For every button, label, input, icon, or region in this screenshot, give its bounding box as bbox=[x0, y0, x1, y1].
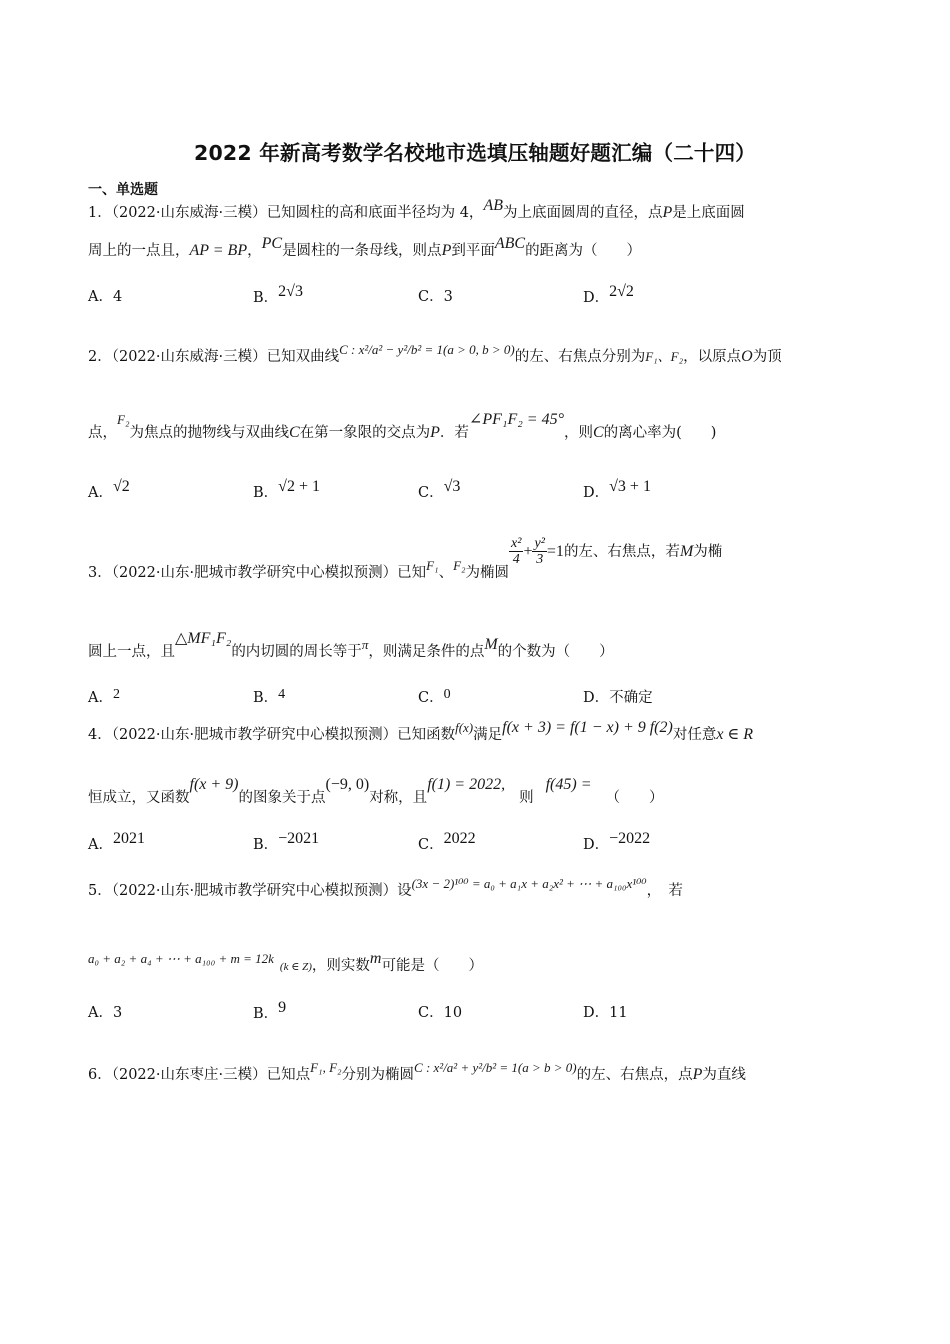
q2-math-c2: C bbox=[592, 424, 604, 441]
q4-option-b-value: −2021 bbox=[278, 830, 320, 847]
q5-option-c: C．10 bbox=[418, 1005, 463, 1021]
q4-text: 4．（2022·山东·肥城市教学研究中心模拟预测）已知函数 bbox=[88, 727, 456, 743]
q3-text: 圆上一点，且 bbox=[88, 644, 175, 660]
q2-option-d-value: √3 + 1 bbox=[609, 478, 651, 495]
q4-math-f1: f(1) = 2022, bbox=[427, 776, 506, 793]
q3-text: 的内切圆的周长等于 bbox=[231, 644, 362, 660]
q3-math-m2: M bbox=[484, 636, 498, 653]
q2-text: 为焦点的抛物线与双曲线 bbox=[129, 425, 289, 441]
option-label: C． bbox=[418, 837, 444, 853]
q4-option-b bbox=[253, 830, 320, 853]
q3-text: 为椭 bbox=[693, 543, 723, 560]
q1-text: 是圆柱的一条母线，则点 bbox=[282, 243, 442, 259]
q2-math-o: O bbox=[741, 348, 753, 365]
q2-text: ．若 bbox=[439, 425, 469, 441]
q1-math-p: P bbox=[662, 204, 673, 221]
q2-option-c-value: √3 bbox=[443, 478, 461, 495]
q3-text: 的左、右焦点，若 bbox=[563, 543, 680, 560]
q4-text: 满足 bbox=[473, 727, 503, 743]
question-3-line-1 bbox=[88, 536, 723, 581]
q2-text: 在第一象限的交点为 bbox=[299, 425, 431, 441]
section-heading: 一、单选题 bbox=[88, 182, 158, 198]
option-label: A． bbox=[88, 837, 113, 853]
q1-option-c: C．3 bbox=[418, 289, 453, 305]
q3-math-f1: F₁ bbox=[426, 557, 439, 573]
q2-text: 点， bbox=[88, 425, 117, 441]
q4-math-fx: f(x) bbox=[455, 720, 474, 735]
q2-math-hyperbola: C : x²/a² − y²/b² = 1(a > 0, b > 0) bbox=[339, 342, 515, 357]
q1-text: 到平面 bbox=[451, 243, 495, 259]
q4-math-point: (−9, 0) bbox=[325, 776, 370, 793]
q3-plus: + bbox=[523, 542, 533, 560]
option-label: B． bbox=[253, 290, 279, 306]
q1-math-ap-bp: AP = BP bbox=[189, 242, 248, 259]
option-label: C． bbox=[418, 485, 444, 501]
q5-option-b bbox=[253, 999, 287, 1022]
q3-equals: =1 bbox=[546, 542, 564, 560]
q3-text: 3．（2022·山东·肥城市教学研究中心模拟预测）已知 bbox=[88, 564, 427, 581]
q2-math-p: P bbox=[430, 424, 440, 441]
q4-option-c bbox=[418, 830, 476, 853]
q5-math-m: m bbox=[369, 950, 382, 967]
q4-math-f45: f(45) = bbox=[545, 776, 592, 793]
q4-text: 恒成立，又函数 bbox=[88, 790, 190, 806]
frac-numerator: y² bbox=[534, 536, 545, 551]
option-label: D． bbox=[583, 485, 610, 501]
q1-text: 周上的一点且， bbox=[88, 243, 190, 259]
q2-text: 的离心率为( ) bbox=[603, 425, 717, 441]
q3-option-b bbox=[253, 687, 286, 706]
q5-option-b-value: 9 bbox=[278, 999, 287, 1016]
q4-math-fx9: f(x + 9) bbox=[189, 776, 239, 793]
q2-text: ，则 bbox=[563, 425, 593, 441]
q3-text: ，则满足条件的点 bbox=[368, 644, 485, 660]
q4-text: 对称，且 bbox=[369, 790, 428, 806]
option-label: B． bbox=[253, 485, 279, 501]
q4-text: 则 bbox=[519, 790, 534, 806]
q4-text: 对任意 bbox=[672, 727, 717, 743]
q2-text: 为顶 bbox=[752, 349, 782, 365]
q5-option-a: A．3 bbox=[88, 1005, 123, 1021]
frac-denominator: 4 bbox=[512, 552, 520, 568]
q6-text: 分别为椭圆 bbox=[341, 1067, 415, 1083]
question-2-line-1 bbox=[88, 342, 782, 365]
q1-option-b bbox=[253, 283, 303, 306]
q1-math-abc: ABC bbox=[494, 235, 526, 252]
q4-option-d bbox=[583, 830, 651, 853]
question-4-line-2 bbox=[88, 776, 664, 806]
q2-option-b bbox=[253, 478, 320, 501]
q6-text: 6．（2022·山东枣庄·三模）已知点 bbox=[88, 1067, 311, 1083]
q5-text: ，则实数 bbox=[311, 958, 370, 974]
q2-text: ，以原点 bbox=[683, 349, 742, 365]
q3-text: 的个数为（ ） bbox=[497, 644, 614, 660]
question-1-line-1 bbox=[88, 197, 745, 221]
q5-text: 5．（2022·山东·肥城市教学研究中心模拟预测）设 bbox=[88, 883, 412, 899]
question-5-line-2 bbox=[88, 950, 483, 974]
q6-math-p: P bbox=[692, 1066, 703, 1083]
q3-option-b-value: 4 bbox=[278, 687, 286, 702]
option-label: A． bbox=[88, 485, 113, 501]
q4-text: （ ） bbox=[605, 790, 664, 806]
q4-math-functional-eq: f(x + 3) = f(1 − x) + 9 f(2) bbox=[502, 719, 673, 736]
q6-text: 的左、右焦点，点 bbox=[576, 1067, 693, 1083]
q2-option-a-value: √2 bbox=[112, 478, 130, 495]
q1-text: 1．（2022·山东威海·三模）已知圆柱的高和底面半径均为 4， bbox=[88, 205, 484, 221]
q6-text: 为直线 bbox=[702, 1067, 746, 1083]
q1-text: 的距离为（ ） bbox=[525, 243, 642, 259]
q2-option-c bbox=[418, 478, 461, 501]
q1-text: ， bbox=[247, 243, 262, 259]
q3-option-d: D．不确定 bbox=[583, 690, 653, 706]
question-1-line-2 bbox=[88, 235, 642, 259]
question-2-line-2 bbox=[88, 411, 717, 441]
q1-option-a: A．4 bbox=[88, 289, 123, 305]
q4-option-c-value: 2022 bbox=[443, 830, 476, 847]
option-label: B． bbox=[253, 690, 279, 706]
q3-text: 、 bbox=[438, 564, 454, 581]
option-label: B． bbox=[253, 837, 279, 853]
q3-frac-x bbox=[509, 536, 523, 568]
q2-option-a bbox=[88, 478, 130, 501]
q1-math-ab: AB bbox=[483, 197, 503, 214]
q2-text: 2．（2022·山东威海·三模）已知双曲线 bbox=[88, 349, 340, 365]
q5-math-k-in-z: (k ∈ Z) bbox=[279, 961, 312, 973]
q3-text: 为椭圆 bbox=[465, 564, 510, 581]
q6-math-foci: F₁, F₂ bbox=[310, 1060, 342, 1075]
q3-frac-y bbox=[532, 536, 546, 568]
question-3-line-2 bbox=[88, 630, 614, 660]
q1-math-p2: P bbox=[441, 242, 452, 259]
q1-text: 是上底面圆 bbox=[672, 205, 745, 221]
q4-option-a bbox=[88, 830, 145, 853]
option-label: A． bbox=[88, 690, 113, 706]
q2-text: 的左、右焦点分别为 bbox=[514, 349, 646, 365]
q3-math-m: M bbox=[679, 542, 694, 560]
q2-math-foci: F₁、F₂ bbox=[645, 349, 684, 364]
q3-option-c bbox=[418, 687, 451, 706]
option-label: D． bbox=[583, 837, 610, 853]
question-6-line-1 bbox=[88, 1060, 746, 1083]
q3-math-pi: π bbox=[361, 637, 369, 652]
q1-option-b-value: 2√3 bbox=[278, 283, 303, 300]
q1-text: 为上底面圆周的直径，点 bbox=[502, 205, 663, 221]
frac-numerator: x² bbox=[511, 536, 522, 551]
q3-option-c-value: 0 bbox=[443, 687, 451, 702]
q5-math-sum: a₀ + a₂ + a₄ + ⋯ + a₁₀₀ + m = 12k bbox=[88, 951, 274, 966]
q4-math-x-in-r: x ∈ R bbox=[716, 726, 754, 743]
q1-option-d-value: 2√2 bbox=[609, 283, 634, 300]
q5-option-d: D．11 bbox=[583, 1005, 628, 1021]
q4-option-a-value: 2021 bbox=[112, 830, 145, 847]
q2-math-angle: ∠PF₁F₂ = 45° bbox=[468, 411, 564, 428]
q2-math-f2: F₂ bbox=[117, 412, 130, 427]
q1-option-d bbox=[583, 283, 634, 306]
q4-option-d-value: −2022 bbox=[609, 830, 651, 847]
q2-option-b-value: √2 + 1 bbox=[278, 478, 320, 495]
q3-option-a-value: 2 bbox=[112, 687, 120, 702]
option-label: D． bbox=[583, 290, 610, 306]
q5-text: 可能是（ ） bbox=[381, 958, 483, 974]
q4-text: 的图象关于点 bbox=[238, 790, 326, 806]
q3-math-f2: F₂ bbox=[453, 557, 466, 573]
q3-math-triangle: △MF₁F₂ bbox=[175, 630, 232, 647]
option-label: B． bbox=[253, 1006, 279, 1022]
option-label: C． bbox=[418, 690, 444, 706]
question-4-line-1 bbox=[88, 719, 754, 743]
q2-option-d bbox=[583, 478, 651, 501]
question-5-line-1 bbox=[88, 876, 683, 899]
q5-math-expansion: (3x − 2)¹⁰⁰ = a₀ + a₁x + a₂x² + ⋯ + a₁₀₀x¹⁰⁰ bbox=[411, 876, 647, 891]
q1-math-pc: PC bbox=[261, 235, 283, 252]
q2-math-c: C bbox=[288, 424, 300, 441]
q3-option-a bbox=[88, 687, 120, 706]
q5-text: ， 若 bbox=[646, 883, 683, 899]
page-title: 2022 年新高考数学名校地市选填压轴题好题汇编（二十四） bbox=[194, 141, 756, 165]
frac-denominator: 3 bbox=[536, 552, 544, 568]
q6-math-ellipse: C : x²/a² + y²/b² = 1(a > b > 0) bbox=[414, 1060, 577, 1075]
